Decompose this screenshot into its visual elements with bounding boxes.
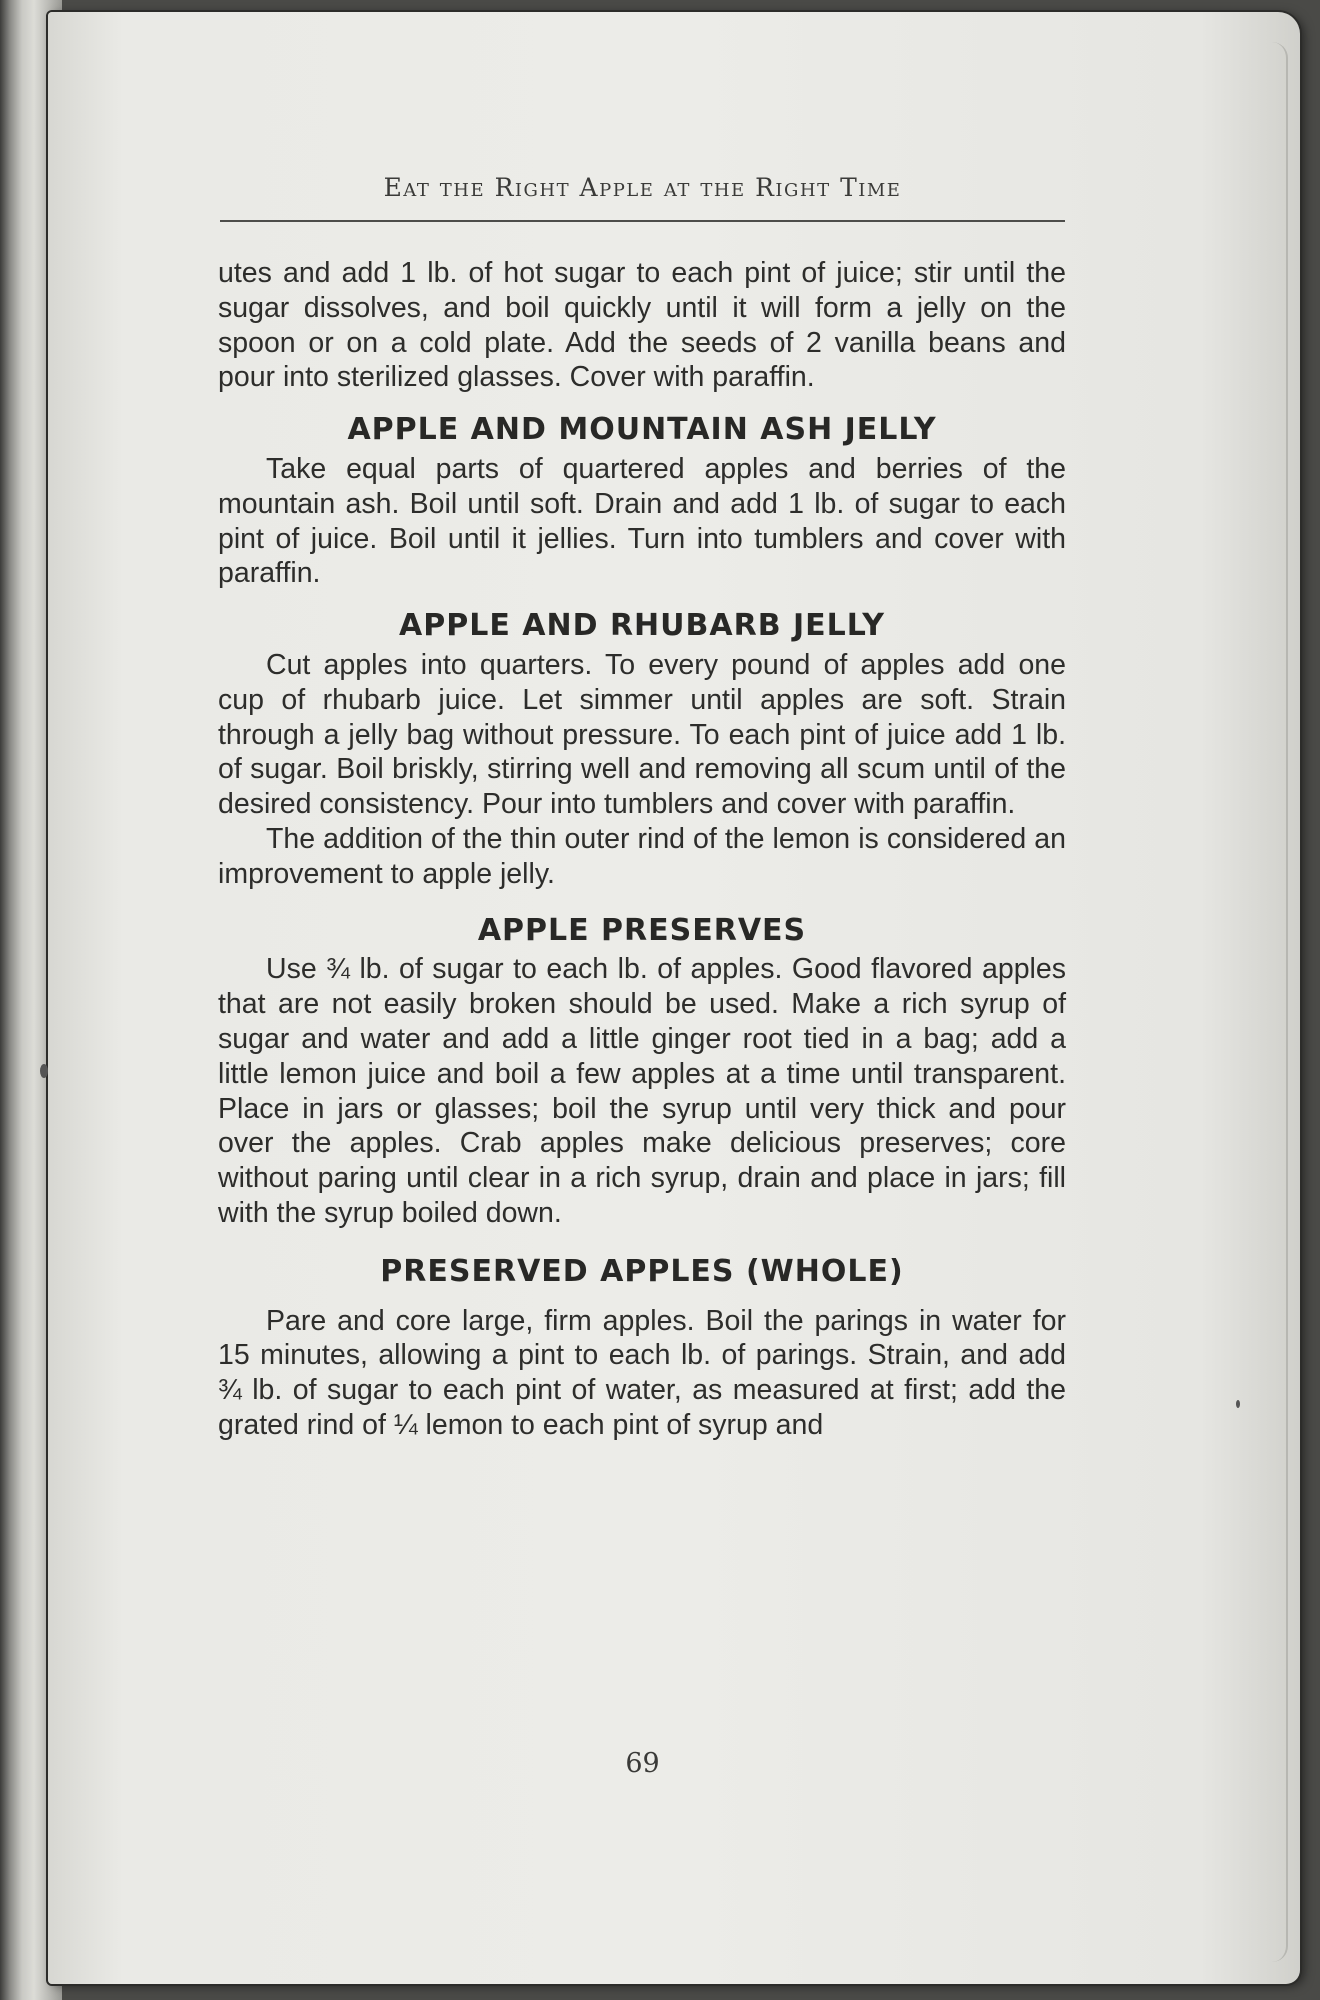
recipe-title-preserved-apples-whole: PRESERVED APPLES (WHOLE) <box>380 1253 904 1289</box>
recipe-body-mountain-ash-jelly: Take equal parts of quartered apples and berries of the mountain ash. Boil until soft. Drain and add 1 lb. of sugar to each pint of juice. Boil until it jellies. Turn into tumblers and cover with paraffin. <box>218 452 1066 590</box>
page-fore-edge <box>1272 42 1288 1962</box>
recipe-body-rhubarb-jelly: Cut apples into quarters. To every pound of apples add one cup of rhubarb juice. Let simmer until apples are soft. Strain through a jelly bag without pressure. To each pint of juice add 1 lb. of sugar. Boil briskly, stirring well and removing all scum until of the desired consistency. Pour into tumblers and cover with paraffin. <box>218 648 1066 821</box>
running-head: Eat the Right Apple at the Right Time <box>383 173 902 202</box>
recipe-body-apple-preserves: Use ¾ lb. of sugar to each lb. of apples. Good flavored apples that are not easily broken should be used. Make a rich syrup of sugar and water and add a little ginger root tied in a bag; add a little lemon juice and boil a few apples at a time until transparent. Place in jars or glasses; boil the syrup until very thick and pour over the apples. Crab apples make delicious preserves; core without paring until clear in a rich syrup, drain and place in jars; fill with the syrup boiled down. <box>218 953 1066 1229</box>
recipe-note-lemon-rind: The addition of the thin outer rind of the lemon is considered an improvement to apple jelly. <box>218 822 1066 890</box>
recipe-body-preserved-apples-whole: Pare and core large, firm apples. Boil the parings in water for 15 minutes, allowing a pint to each lb. of parings. Strain, and add ¾ lb. of sugar to each pint of water, as measured at first; add the grated rind of ¼ lemon to each pint of syrup and <box>218 1304 1066 1441</box>
recipe-title-mountain-ash-jelly: APPLE AND MOUNTAIN ASH JELLY <box>347 412 937 448</box>
recipe-title-apple-preserves: APPLE PRESERVES <box>477 912 807 948</box>
page-body <box>218 256 1066 1443</box>
page-number: 69 <box>625 1748 660 1779</box>
header-rule <box>220 220 1065 222</box>
paper-speck <box>1236 1400 1240 1408</box>
continued-paragraph: utes and add 1 lb. of hot sugar to each pint of juice; stir until the sugar dissolves, and boil quickly until it will form a jelly on the spoon or on a cold plate. Add the seeds of 2 vanilla beans and pour into sterilized glasses. Cover with paraffin. <box>218 257 1066 394</box>
paper-speck <box>40 1064 48 1078</box>
recipe-title-rhubarb-jelly: APPLE AND RHUBARB JELLY <box>399 608 885 644</box>
